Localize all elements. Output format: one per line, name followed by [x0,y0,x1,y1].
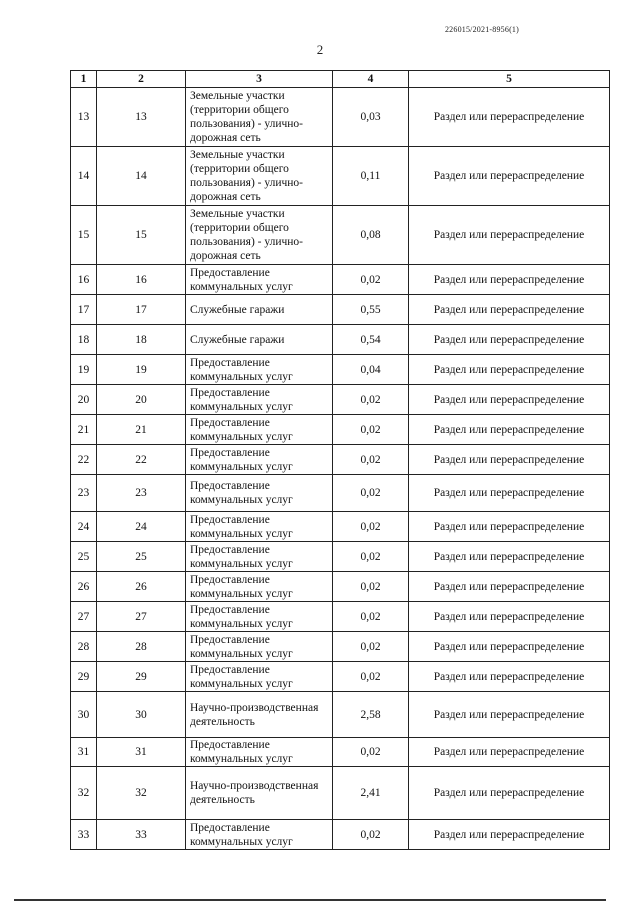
area-value: 2,58 [333,692,409,738]
action-type: Раздел или перераспределение [409,265,610,295]
area-value: 0,02 [333,385,409,415]
permitted-use: Предоставление коммунальных услуг [186,662,333,692]
parcel-number: 31 [97,738,186,767]
row-number: 26 [71,572,97,602]
row-number: 13 [71,88,97,147]
row-number: 20 [71,385,97,415]
table-row [71,692,610,738]
table-row [71,738,610,767]
row-number: 30 [71,692,97,738]
parcel-number: 17 [97,295,186,325]
row-number: 16 [71,265,97,295]
action-type: Раздел или перераспределение [409,295,610,325]
action-type: Раздел или перераспределение [409,512,610,542]
action-type: Раздел или перераспределение [409,385,610,415]
parcel-number: 33 [97,820,186,850]
permitted-use: Предоставление коммунальных услуг [186,602,333,632]
table-row [71,662,610,692]
area-value: 0,02 [333,662,409,692]
table-row [71,475,610,512]
land-plots-table [70,70,610,850]
parcel-number: 20 [97,385,186,415]
row-number: 29 [71,662,97,692]
table-row [71,295,610,325]
table-row [71,445,610,475]
parcel-number: 18 [97,325,186,355]
table-row [71,767,610,820]
column-header: 2 [97,71,186,88]
area-value: 0,08 [333,206,409,265]
parcel-number: 15 [97,206,186,265]
table-row [71,512,610,542]
table-row [71,602,610,632]
row-number: 33 [71,820,97,850]
permitted-use: Предоставление коммунальных услуг [186,632,333,662]
action-type: Раздел или перераспределение [409,445,610,475]
page-number: 2 [316,42,324,57]
action-type: Раздел или перераспределение [409,206,610,265]
action-type: Раздел или перераспределение [409,88,610,147]
action-type: Раздел или перераспределение [409,692,610,738]
action-type: Раздел или перераспределение [409,662,610,692]
column-header: 3 [186,71,333,88]
area-value: 0,02 [333,602,409,632]
column-header: 1 [71,71,97,88]
table-row [71,385,610,415]
action-type: Раздел или перераспределение [409,738,610,767]
action-type: Раздел или перераспределение [409,767,610,820]
row-number: 24 [71,512,97,542]
column-header: 5 [409,71,610,88]
row-number: 19 [71,355,97,385]
row-number: 21 [71,415,97,445]
table-row [71,265,610,295]
table-row [71,542,610,572]
action-type: Раздел или перераспределение [409,355,610,385]
table-row [71,325,610,355]
row-number: 32 [71,767,97,820]
parcel-number: 27 [97,602,186,632]
action-type: Раздел или перераспределение [409,415,610,445]
table-row [71,415,610,445]
row-number: 27 [71,602,97,632]
table-row [71,147,610,206]
parcel-number: 14 [97,147,186,206]
parcel-number: 24 [97,512,186,542]
permitted-use: Научно-производственная деятельность [186,767,333,820]
area-value: 0,11 [333,147,409,206]
document-id: 226015/2021-8956(1) [444,25,519,34]
permitted-use: Предоставление коммунальных услуг [186,265,333,295]
permitted-use: Предоставление коммунальных услуг [186,820,333,850]
area-value: 2,41 [333,767,409,820]
row-number: 31 [71,738,97,767]
table-row [71,820,610,850]
parcel-number: 26 [97,572,186,602]
permitted-use: Предоставление коммунальных услуг [186,415,333,445]
area-value: 0,02 [333,738,409,767]
area-value: 0,04 [333,355,409,385]
row-number: 22 [71,445,97,475]
table-row [71,572,610,602]
permitted-use: Научно-производственная деятельность [186,692,333,738]
parcel-number: 22 [97,445,186,475]
permitted-use: Земельные участки (территории общего пользования) - улично-дорожная сеть [186,206,333,265]
area-value: 0,02 [333,820,409,850]
table-row [71,88,610,147]
parcel-number: 19 [97,355,186,385]
row-number: 28 [71,632,97,662]
action-type: Раздел или перераспределение [409,475,610,512]
parcel-number: 13 [97,88,186,147]
area-value: 0,02 [333,415,409,445]
page-bottom-rule [14,899,606,901]
permitted-use: Предоставление коммунальных услуг [186,385,333,415]
action-type: Раздел или перераспределение [409,602,610,632]
area-value: 0,02 [333,572,409,602]
permitted-use: Предоставление коммунальных услуг [186,738,333,767]
parcel-number: 28 [97,632,186,662]
column-header: 4 [333,71,409,88]
area-value: 0,02 [333,265,409,295]
permitted-use: Предоставление коммунальных услуг [186,475,333,512]
permitted-use: Предоставление коммунальных услуг [186,512,333,542]
parcel-number: 30 [97,692,186,738]
area-value: 0,02 [333,542,409,572]
action-type: Раздел или перераспределение [409,632,610,662]
parcel-number: 23 [97,475,186,512]
area-value: 0,02 [333,475,409,512]
area-value: 0,54 [333,325,409,355]
action-type: Раздел или перераспределение [409,325,610,355]
parcel-number: 21 [97,415,186,445]
parcel-number: 16 [97,265,186,295]
action-type: Раздел или перераспределение [409,572,610,602]
row-number: 17 [71,295,97,325]
action-type: Раздел или перераспределение [409,147,610,206]
table-row [71,206,610,265]
table-header-row [71,71,610,88]
area-value: 0,55 [333,295,409,325]
row-number: 23 [71,475,97,512]
table-row [71,632,610,662]
parcel-number: 25 [97,542,186,572]
parcel-number: 32 [97,767,186,820]
permitted-use: Земельные участки (территории общего пользования) - улично-дорожная сеть [186,147,333,206]
row-number: 15 [71,206,97,265]
permitted-use: Служебные гаражи [186,295,333,325]
permitted-use: Предоставление коммунальных услуг [186,355,333,385]
row-number: 14 [71,147,97,206]
parcel-number: 29 [97,662,186,692]
row-number: 18 [71,325,97,355]
area-value: 0,02 [333,512,409,542]
table-row [71,355,610,385]
row-number: 25 [71,542,97,572]
area-value: 0,02 [333,632,409,662]
action-type: Раздел или перераспределение [409,542,610,572]
permitted-use: Предоставление коммунальных услуг [186,542,333,572]
area-value: 0,02 [333,445,409,475]
action-type: Раздел или перераспределение [409,820,610,850]
permitted-use: Предоставление коммунальных услуг [186,445,333,475]
area-value: 0,03 [333,88,409,147]
permitted-use: Земельные участки (территории общего пользования) - улично-дорожная сеть [186,88,333,147]
permitted-use: Предоставление коммунальных услуг [186,572,333,602]
permitted-use: Служебные гаражи [186,325,333,355]
